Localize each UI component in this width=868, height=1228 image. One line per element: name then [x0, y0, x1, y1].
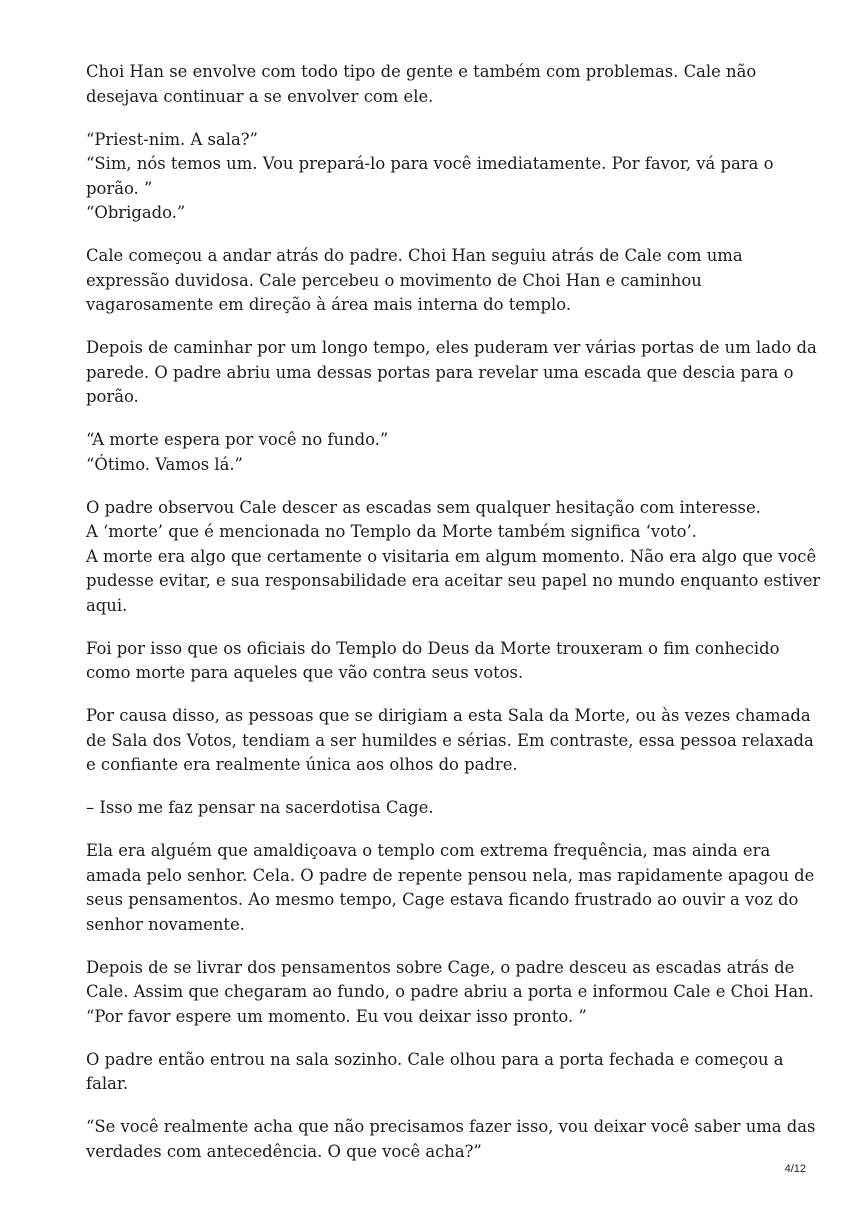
text-line: O padre então entrou na sala sozinho. Cale olhou para a porta fechada e começou a — [86, 1049, 784, 1069]
text-line: desejava continuar a se envolver com ele. — [86, 86, 434, 106]
text-line: Cale começou a andar atrás do padre. Choi Han seguiu atrás de Cale com uma — [86, 246, 743, 265]
paragraph — [86, 796, 786, 821]
text-line: Choi Han se envolve com todo tipo de gente e também com problemas. Cale não — [86, 62, 757, 81]
paragraph — [86, 704, 814, 778]
paragraph — [86, 428, 786, 477]
text-line: de Sala dos Votos, tendiam a ser humildes e sérias. Em contraste, essa pessoa relaxada — [86, 730, 814, 750]
text-line: porão. ” — [86, 178, 153, 198]
text-line: A ‘morte’ que é mencionada no Templo da Morte também significa ‘voto’. — [86, 522, 697, 541]
text-line: Foi por isso que os oficiais do Templo do Deus da Morte trouxeram o fim conhecido — [86, 638, 780, 658]
text-line: Depois de se livrar dos pensamentos sobre Cage, o padre desceu as escadas atrás de — [86, 957, 795, 977]
text-line: pudesse evitar, e sua responsabilidade era aceitar seu papel no mundo enquanto estiver — [86, 571, 821, 590]
text-line: – Isso me faz pensar na sacerdotisa Cage. — [86, 798, 434, 817]
text-line: “Por favor espere um momento. Eu vou deixar isso pronto. ” — [86, 1006, 587, 1026]
text-line: seus pensamentos. Ao mesmo tempo, Cage estava ficando frustrado ao ouvir a voz do — [86, 890, 799, 909]
paragraph — [86, 1115, 816, 1164]
paragraph — [86, 244, 786, 318]
text-line: e confiante era realmente única aos olhos do padre. — [86, 755, 518, 774]
text-line: A morte era algo que certamente o visitaria em algum momento. Não era algo que você — [86, 546, 817, 566]
text-line: “Sim, nós temos um. Vou prepará-lo para você imediatamente. Por favor, vá para o — [86, 154, 774, 173]
text-line: “A morte espera por você no fundo.” — [86, 430, 389, 449]
paragraph — [86, 956, 814, 1030]
paragraph — [86, 128, 786, 226]
text-line: falar. — [86, 1074, 129, 1093]
text-line: O padre observou Cale descer as escadas sem qualquer hesitação com interesse. — [86, 497, 761, 517]
text-line: “Se você realmente acha que não precisamos fazer isso, vou deixar você saber uma das — [86, 1117, 816, 1136]
text-line: “Priest-nim. A sala?” — [86, 129, 258, 149]
text-line: aqui. — [86, 595, 128, 615]
text-line: verdades com antecedência. O que você acha?” — [86, 1141, 482, 1161]
text-line: Cale. Assim que chegaram ao fundo, o padre abriu a porta e informou Cale e Choi Han. — [86, 982, 814, 1001]
text-line: Por causa disso, as pessoas que se dirigiam a esta Sala da Morte, ou às vezes chamada — [86, 706, 811, 725]
text-line: como morte para aqueles que vão contra seus votos. — [86, 663, 524, 682]
page-number: 4/12 — [784, 1163, 806, 1175]
paragraph — [86, 336, 817, 410]
paragraph — [86, 496, 821, 619]
text-line: senhor novamente. — [86, 914, 245, 934]
text-line: amada pelo senhor. Cela. O padre de repente pensou nela, mas rapidamente apagou de — [86, 865, 815, 885]
paragraph — [86, 1048, 786, 1097]
paragraph — [86, 637, 786, 686]
text-line: Ela era alguém que amaldiçoava o templo com extrema frequência, mas ainda era — [86, 841, 771, 860]
paragraph — [86, 839, 815, 937]
text-line: “Obrigado.” — [86, 203, 186, 222]
text-line: porão. — [86, 387, 139, 406]
text-line: Depois de caminhar por um longo tempo, eles puderam ver várias portas de um lado da — [86, 338, 817, 357]
text-line: parede. O padre abriu uma dessas portas para revelar uma escada que descia para o — [86, 362, 794, 382]
text-line: “Ótimo. Vamos lá.” — [86, 454, 243, 474]
text-line: vagarosamente em direção à área mais interna do templo. — [86, 295, 572, 314]
paragraph — [86, 60, 786, 109]
text-line: expressão duvidosa. Cale percebeu o movimento de Choi Han e caminhou — [86, 270, 702, 290]
